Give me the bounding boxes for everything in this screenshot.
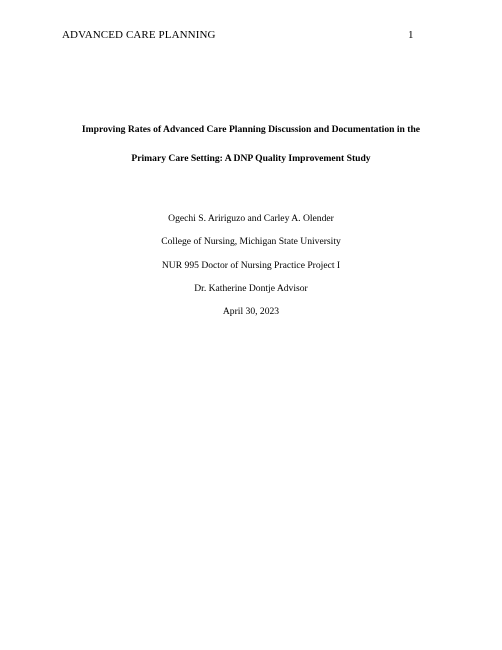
course: NUR 995 Doctor of Nursing Practice Project I: [161, 259, 341, 271]
running-head: ADVANCED CARE PLANNING: [62, 29, 216, 41]
page-number: 1: [408, 29, 414, 41]
title-line-2: Primary Care Setting: A DNP Quality Improvement Study: [131, 153, 371, 164]
date: April 30, 2023: [222, 306, 280, 318]
authors: Ogechi S. Aririguzo and Carley A. Olender: [168, 213, 334, 224]
affiliation: College of Nursing, Michigan State University: [161, 236, 341, 248]
advisor: Dr. Katherine Dontje Advisor: [194, 282, 308, 294]
title-line-1: Improving Rates of Advanced Care Planning Discussion and Documentation in the: [81, 124, 421, 135]
byline: [0, 212, 502, 328]
paper-title: [0, 123, 502, 181]
